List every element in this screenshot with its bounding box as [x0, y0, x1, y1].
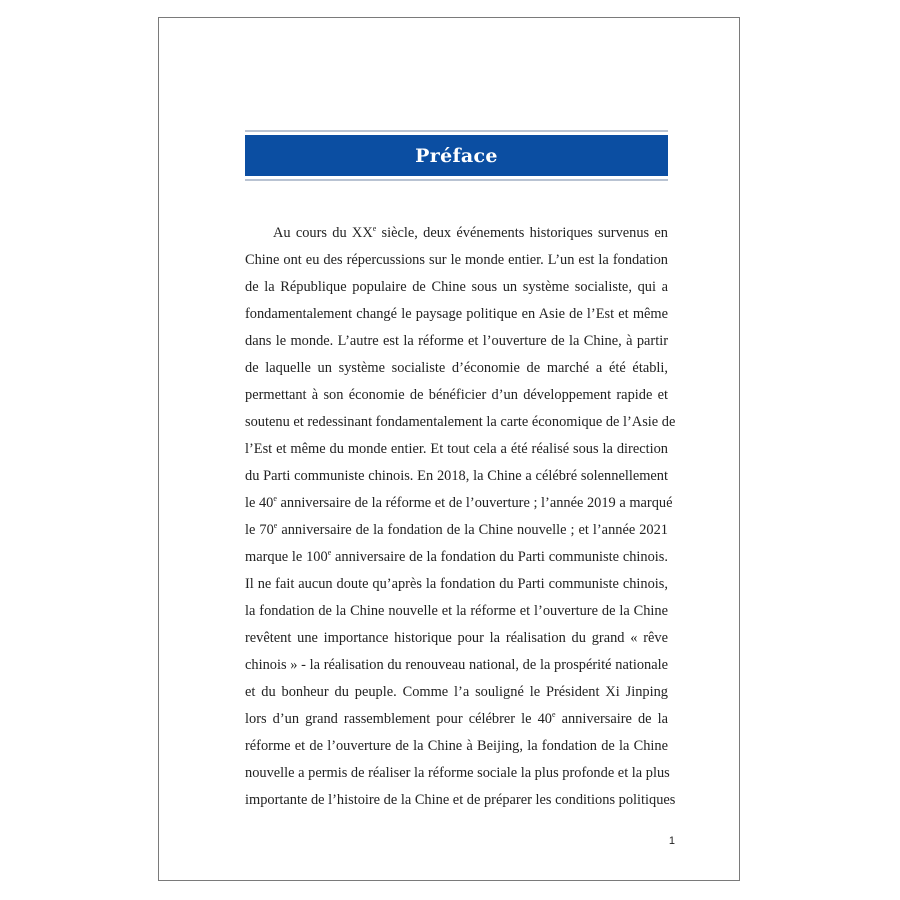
text-line-segment: la fondation de la Chine nouvelle et la réforme et l’ouverture de la Chine: [245, 603, 668, 619]
text-line: [245, 652, 668, 679]
text-line-segment: et du bonheur du peuple. Comme l’a souligné le Président Xi Jinping: [245, 684, 668, 700]
text-line-segment: chinois » - la réalisation du renouveau national, de la prospérité nationale: [245, 657, 668, 673]
text-line: [245, 517, 668, 544]
text-line-segment: marque le 100: [245, 549, 328, 565]
text-line-segment: permettant à son économie de bénéficier d’un développement rapide et: [245, 387, 668, 403]
text-line-segment: anniversaire de la fondation du Parti communiste chinois.: [331, 549, 668, 565]
text-line: [245, 463, 668, 490]
text-line-segment: réforme et de l’ouverture de la Chine à Beijing, la fondation de la Chine: [245, 738, 668, 754]
text-line: [245, 679, 668, 706]
text-line-segment: de laquelle un système socialiste d’économie de marché a été établi,: [245, 360, 668, 376]
text-line: [245, 436, 668, 463]
text-line: [245, 787, 676, 814]
page-title: Préface: [415, 144, 498, 167]
text-line: [245, 247, 668, 274]
text-line-segment: de la République populaire de Chine sous un système socialiste, qui a: [245, 279, 668, 295]
text-line-segment: anniversaire de la fondation de la Chine nouvelle ; et l’année 2021: [277, 522, 668, 538]
text-line-segment: anniversaire de la réforme et de l’ouverture ; l’année 2019 a marqué: [276, 495, 673, 511]
text-line-segment: dans le monde. L’autre est la réforme et l’ouverture de la Chine, à partir: [245, 333, 668, 349]
text-line-segment: Il ne fait aucun doute qu’après la fondation du Parti communiste chinois,: [245, 576, 668, 592]
text-line-segment: soutenu et redessinant fondamentalement la carte économique de l’Asie de: [245, 414, 676, 430]
text-line: [245, 760, 668, 787]
text-line-segment: siècle, deux événements historiques survenus en: [376, 225, 668, 241]
heading-top-rule: [245, 130, 668, 132]
text-line-segment: le 70: [245, 522, 274, 538]
preface-body: [245, 220, 676, 814]
text-line: [245, 328, 668, 355]
text-line-segment: importante de l’histoire de la Chine et de préparer les conditions politiques: [245, 792, 676, 808]
heading-bar: [245, 135, 668, 176]
text-line: [245, 220, 668, 247]
text-line: [245, 706, 668, 733]
text-line-segment: l’Est et même du monde entier. Et tout cela a été réalisé sous la direction: [245, 441, 668, 457]
text-line-segment: fondamentalement changé le paysage politique en Asie de l’Est et même: [245, 306, 668, 322]
text-line: [245, 571, 668, 598]
heading-bottom-rule: [245, 179, 668, 181]
text-line: [245, 733, 668, 760]
text-line-segment: revêtent une importance historique pour la réalisation du grand « rêve: [245, 630, 668, 646]
superscript-ordinal: e: [551, 710, 556, 719]
text-line: [245, 301, 668, 328]
text-line: [245, 490, 673, 517]
superscript-ordinal: e: [273, 494, 277, 503]
text-line: [245, 274, 668, 301]
text-line: [245, 409, 676, 436]
text-line-segment: Au cours du XX: [273, 225, 373, 241]
text-line: [245, 355, 668, 382]
text-line: [245, 382, 668, 409]
text-line-segment: du Parti communiste chinois. En 2018, la Chine a célébré solennellement: [245, 468, 668, 484]
preface-heading-band: [245, 130, 668, 182]
text-line: [245, 598, 668, 625]
text-line-segment: anniversaire de la: [555, 711, 669, 727]
text-line-segment: lors d’un grand rassemblement pour célébrer le 40: [245, 711, 552, 727]
superscript-ordinal: e: [327, 548, 332, 557]
text-line-segment: Chine ont eu des répercussions sur le monde entier. L’un est la fondation: [245, 252, 668, 268]
text-line: [245, 544, 668, 571]
superscript-ordinal: e: [372, 224, 377, 233]
page-number: 1: [668, 835, 675, 847]
book-page: [158, 17, 740, 881]
text-line-segment: le 40: [245, 495, 274, 511]
superscript-ordinal: e: [273, 521, 278, 530]
text-line: [245, 625, 668, 652]
text-line-segment: nouvelle a permis de réaliser la réforme sociale la plus profonde et la plus: [245, 765, 670, 781]
